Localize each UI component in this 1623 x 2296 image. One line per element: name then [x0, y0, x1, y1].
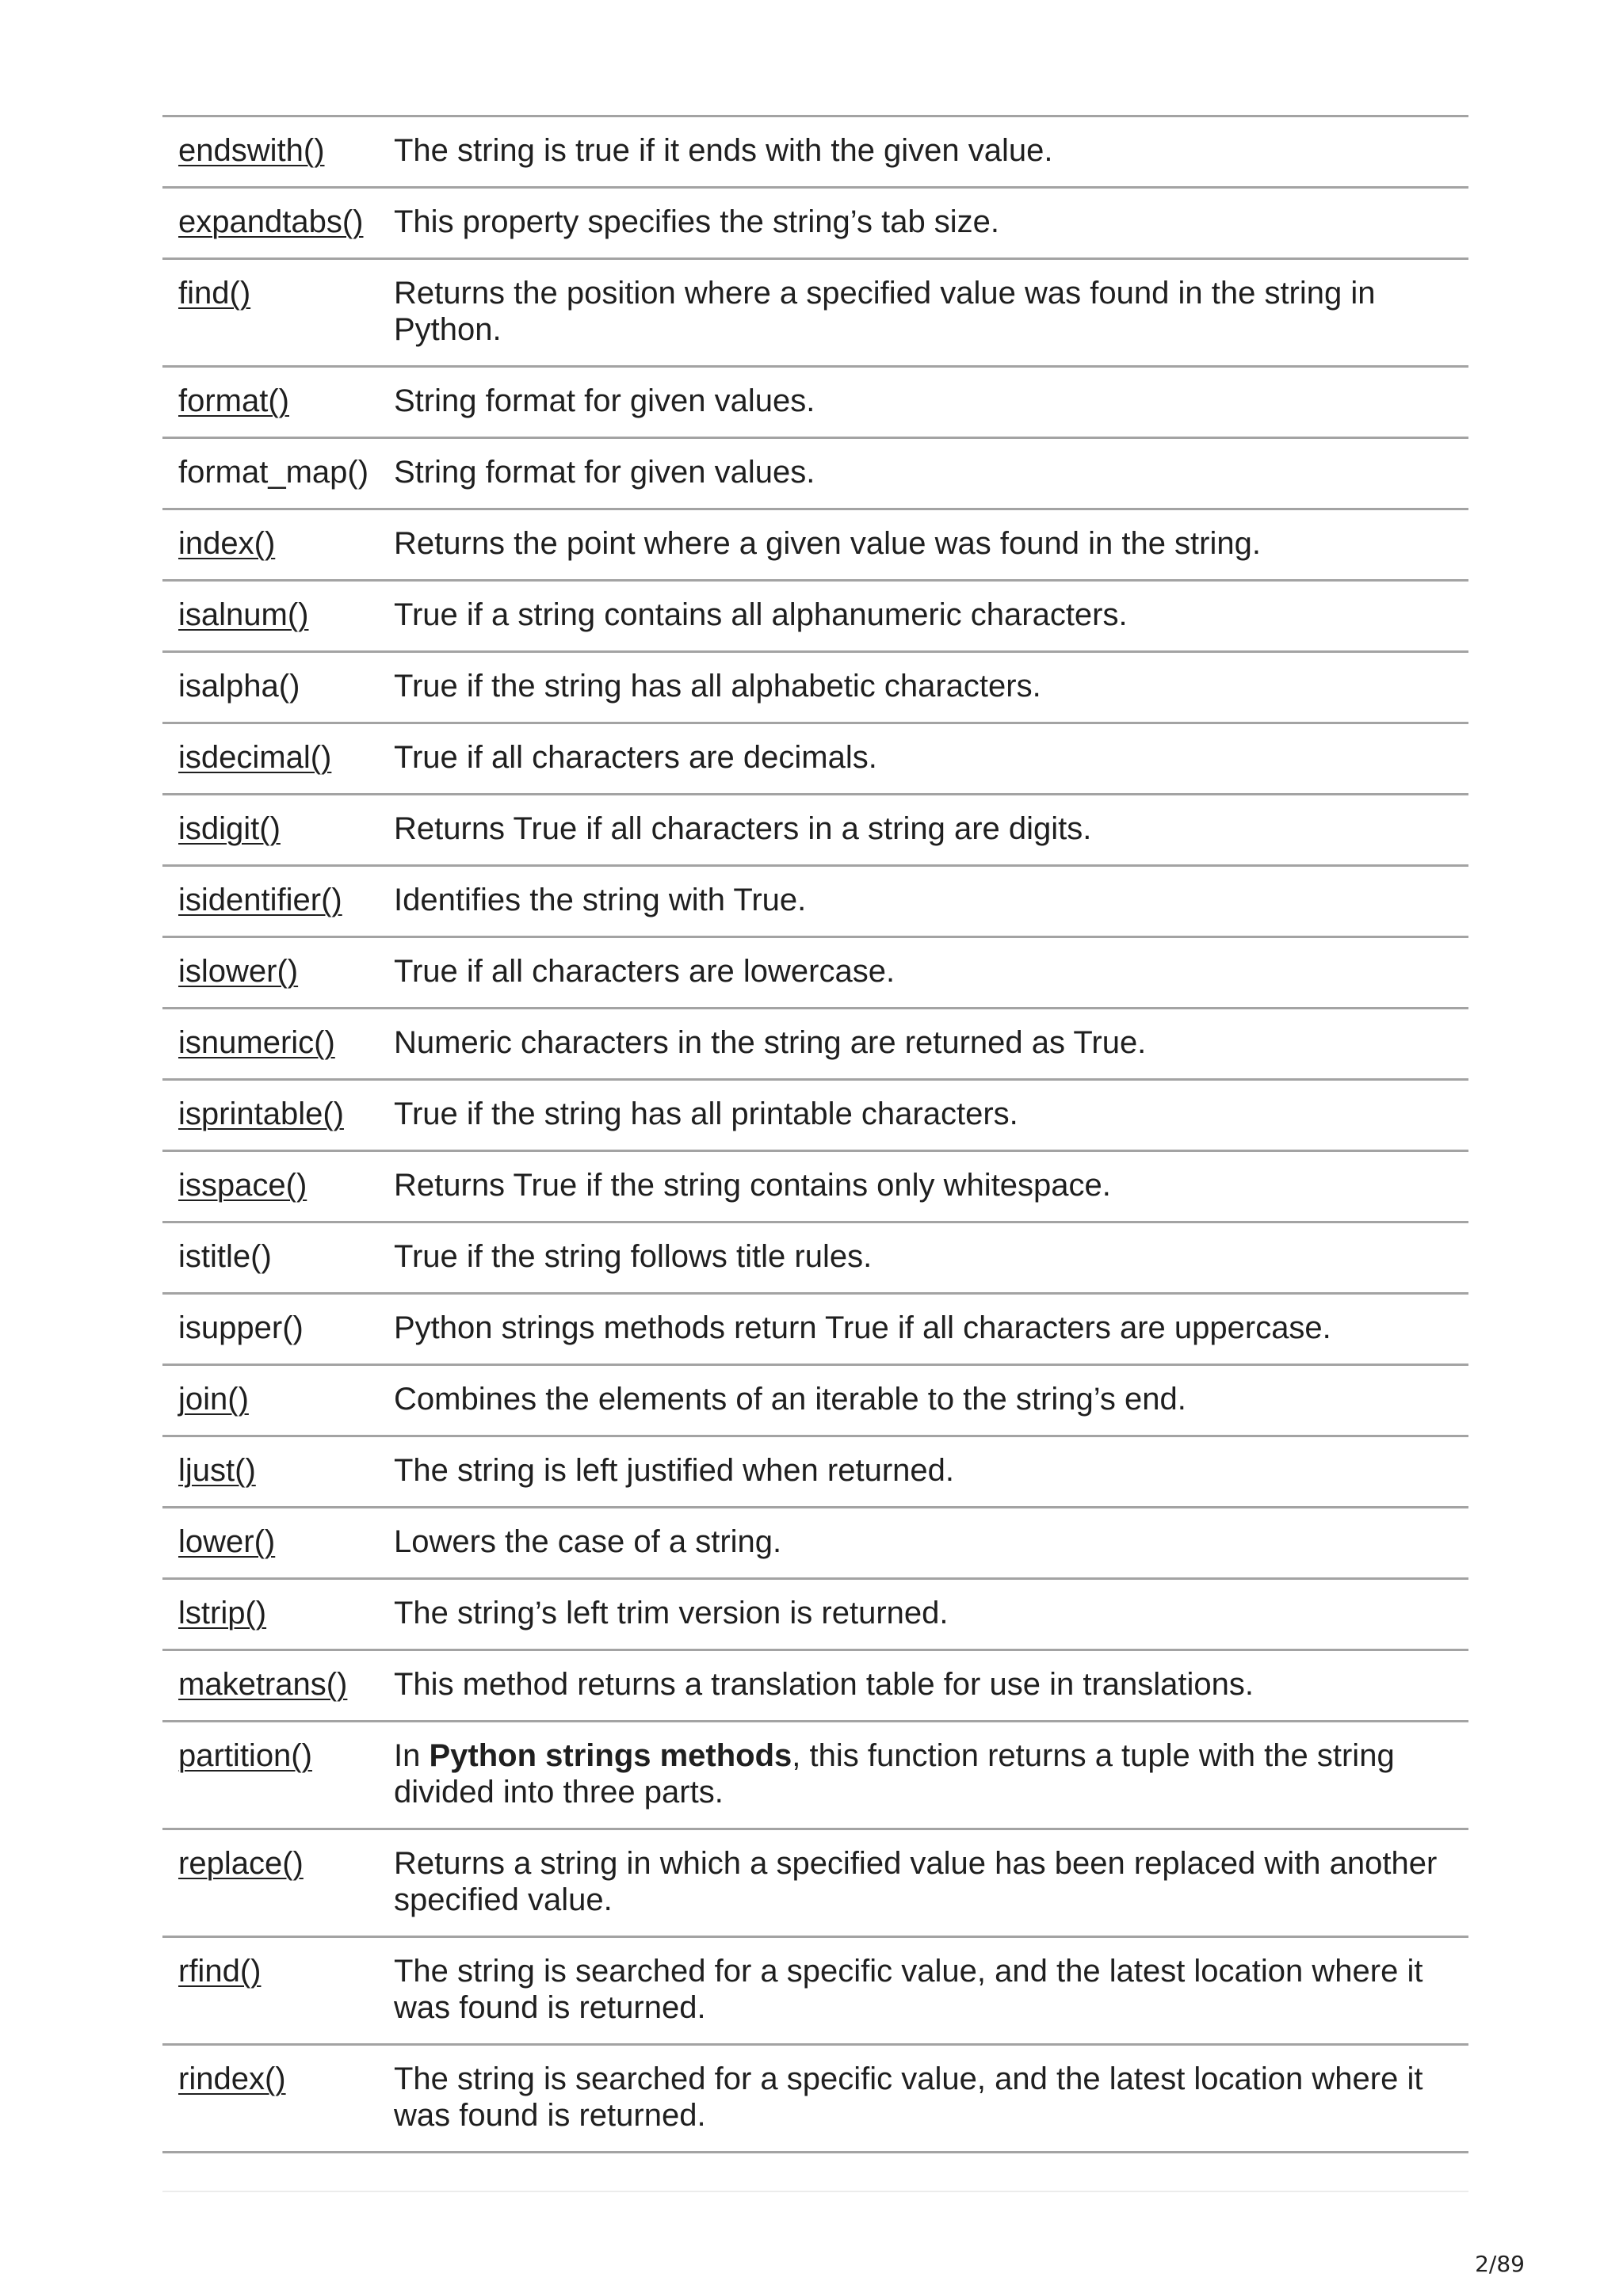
table-row — [162, 367, 1468, 438]
table-row — [162, 866, 1468, 937]
method-description: True if the string follows title rules. — [394, 1239, 873, 1274]
desc-text: , this function returns a tuple with the string divided into three parts. — [394, 1738, 1395, 1810]
method-link-format[interactable]: format() — [178, 383, 289, 418]
method-link-lower[interactable]: lower() — [178, 1524, 276, 1559]
table-row — [162, 1829, 1468, 1937]
method-link-isdecimal[interactable]: isdecimal() — [178, 740, 332, 775]
table-row — [162, 1937, 1468, 2045]
table-row — [162, 2045, 1468, 2153]
table-row — [162, 1579, 1468, 1650]
desc-bold-text: Python strings methods — [429, 1738, 792, 1773]
method-description: The string’s left trim version is returned. — [394, 1596, 949, 1630]
method-description: Returns a string in which a specified value has been replaced with another specified value. — [394, 1846, 1438, 1917]
method-description: String format for given values. — [394, 455, 815, 490]
method-link-isalnum[interactable]: isalnum() — [178, 597, 309, 632]
method-link-isidentifier[interactable]: isidentifier() — [178, 883, 342, 917]
string-methods-table — [162, 115, 1468, 2153]
table-row — [162, 581, 1468, 652]
table-row — [162, 652, 1468, 723]
method-description: True if the string has all alphabetic characters. — [394, 669, 1041, 704]
method-description: True if the string has all printable characters. — [394, 1097, 1018, 1131]
table-row — [162, 1722, 1468, 1829]
method-description: Identifies the string with True. — [394, 883, 807, 917]
method-description: The string is true if it ends with the given value. — [394, 133, 1053, 168]
method-link-lstrip[interactable]: lstrip() — [178, 1596, 267, 1630]
method-link-isnumeric[interactable]: isnumeric() — [178, 1025, 335, 1060]
table-row — [162, 1508, 1468, 1579]
method-name-isupper: isupper() — [178, 1310, 304, 1345]
table-row — [162, 188, 1468, 259]
method-description: Numeric characters in the string are returned as True. — [394, 1025, 1147, 1060]
method-link-rindex[interactable]: rindex() — [178, 2061, 286, 2096]
method-description: Returns True if all characters in a string are digits. — [394, 811, 1092, 846]
table-row — [162, 116, 1468, 188]
method-link-find[interactable]: find() — [178, 276, 251, 311]
table-row — [162, 1080, 1468, 1151]
table-row — [162, 1009, 1468, 1080]
method-description: True if a string contains all alphanumeric characters. — [394, 597, 1128, 632]
method-link-endswith[interactable]: endswith() — [178, 133, 325, 168]
table-row — [162, 1436, 1468, 1508]
table-row — [162, 438, 1468, 509]
table-row — [162, 259, 1468, 367]
method-description: This method returns a translation table for use in translations. — [394, 1667, 1254, 1702]
method-link-index[interactable]: index() — [178, 526, 276, 561]
method-name-format-map: format_map() — [178, 455, 369, 490]
method-link-isdigit[interactable]: isdigit() — [178, 811, 281, 846]
method-description: The string is left justified when returned. — [394, 1453, 955, 1488]
desc-text: In — [394, 1738, 430, 1773]
method-description: Returns True if the string contains only whitespace. — [394, 1168, 1111, 1203]
method-link-islower[interactable]: islower() — [178, 954, 299, 989]
method-description: The string is searched for a specific value, and the latest location where it was found is returned. — [394, 1954, 1423, 2025]
method-description: Combines the elements of an iterable to the string’s end. — [394, 1382, 1186, 1417]
table-row — [162, 1365, 1468, 1436]
table-row — [162, 723, 1468, 795]
method-description: Returns the point where a given value was found in the string. — [394, 526, 1261, 561]
method-link-maketrans[interactable]: maketrans() — [178, 1667, 348, 1702]
method-link-replace[interactable]: replace() — [178, 1846, 304, 1881]
method-description: True if all characters are lowercase. — [394, 954, 896, 989]
method-link-partition[interactable]: partition() — [178, 1738, 312, 1773]
table-row — [162, 1151, 1468, 1222]
method-link-rfind[interactable]: rfind() — [178, 1954, 262, 1989]
method-link-join[interactable]: join() — [178, 1382, 249, 1417]
method-description: Returns the position where a specified value was found in the string in Python. — [394, 276, 1376, 347]
table-row — [162, 1222, 1468, 1294]
method-description: This property specifies the string’s tab size. — [394, 204, 1000, 239]
method-description: Python strings methods return True if all characters are uppercase. — [394, 1310, 1331, 1345]
method-description: String format for given values. — [394, 383, 815, 418]
method-description: Lowers the case of a string. — [394, 1524, 782, 1559]
bottom-divider — [162, 2191, 1468, 2192]
method-description: The string is searched for a specific value, and the latest location where it was found is returned. — [394, 2061, 1423, 2133]
table-row — [162, 509, 1468, 581]
method-link-expandtabs[interactable]: expandtabs() — [178, 204, 364, 239]
method-link-isprintable[interactable]: isprintable() — [178, 1097, 344, 1131]
table-row — [162, 1294, 1468, 1365]
page-number: 2/89 — [1475, 2251, 1525, 2277]
method-description — [392, 1722, 1468, 1829]
table-row — [162, 795, 1468, 866]
table-row — [162, 1650, 1468, 1722]
method-description: True if all characters are decimals. — [394, 740, 877, 775]
table-row — [162, 937, 1468, 1009]
method-name-istitle: istitle() — [178, 1239, 272, 1274]
method-name-isalpha: isalpha() — [178, 669, 300, 704]
method-link-isspace[interactable]: isspace() — [178, 1168, 307, 1203]
method-link-ljust[interactable]: ljust() — [178, 1453, 256, 1488]
